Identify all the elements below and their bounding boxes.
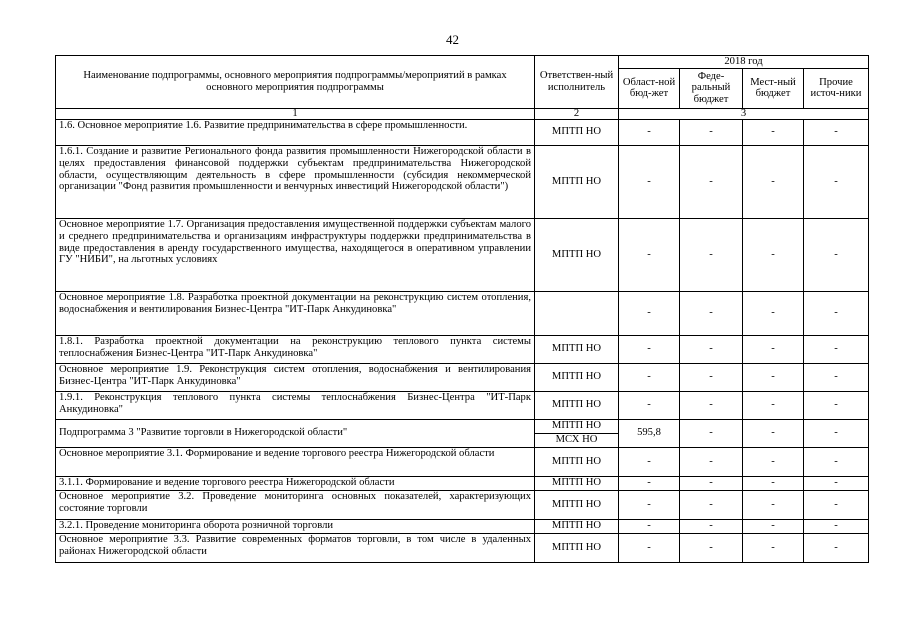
row-other: - <box>804 363 869 391</box>
table-row <box>56 533 869 562</box>
subprogram-regional: 595,8 <box>619 419 680 447</box>
row-executor: МПТП НО <box>535 519 619 533</box>
row-name: 1.9.1. Реконструкция теплового пункта системы теплоснабжения Бизнес-Центра "ИТ-Парк Анкудиновка" <box>56 391 535 419</box>
index-col-3: 3 <box>619 108 869 119</box>
row-regional: - <box>619 119 680 145</box>
table-row <box>56 335 869 363</box>
table-row <box>56 490 869 519</box>
row-federal: - <box>680 476 743 490</box>
row-other: - <box>804 145 869 218</box>
row-local: - <box>743 476 804 490</box>
header-local-budget: Мест-ный бюджет <box>743 68 804 108</box>
row-name: Основное мероприятие 1.7. Организация предоставления имущественной поддержки субъектам малого и среднего предпринимательства и организациям инфраструктуры поддержки предпринимательства в виде предоставления в аренду государственного имущества, находящегося в оперативном управлении ГУ "НИБИ", на льготных условиях <box>56 218 535 291</box>
row-name: 1.6.1. Создание и развитие Регионального фонда развития промышленности Нижегородской области в целях предоставления финансовой поддержки субъектам предпринимательства Нижегородской области, осуществляющим деятельность в сфере промышленности (субсидия некоммерческой организации "Фонд развития промышленности и венчурных инвестиций Нижегородской области") <box>56 145 535 218</box>
index-col-2: 2 <box>535 108 619 119</box>
table-row <box>56 391 869 419</box>
row-executor <box>535 291 619 335</box>
row-name: Основное мероприятие 3.1. Формирование и ведение торгового реестра Нижегородской области <box>56 447 535 476</box>
row-executor: МПТП НО <box>535 119 619 145</box>
row-federal: - <box>680 218 743 291</box>
row-local: - <box>743 519 804 533</box>
row-federal: - <box>680 335 743 363</box>
row-other: - <box>804 519 869 533</box>
table-row <box>56 519 869 533</box>
row-executor: МПТП НО <box>535 335 619 363</box>
header-federal-budget: Феде-ральный бюджет <box>680 68 743 108</box>
row-federal: - <box>680 145 743 218</box>
header-other-sources: Прочие источ-ники <box>804 68 869 108</box>
row-executor: МПТП НО <box>535 391 619 419</box>
row-other: - <box>804 291 869 335</box>
row-federal: - <box>680 533 743 562</box>
row-other: - <box>804 391 869 419</box>
row-federal: - <box>680 490 743 519</box>
row-name: Основное мероприятие 3.2. Проведение мониторинга основных показателей, характеризующих состояние торговли <box>56 490 535 519</box>
page-number: 42 <box>446 32 459 47</box>
row-other: - <box>804 218 869 291</box>
row-other: - <box>804 476 869 490</box>
row-regional: - <box>619 335 680 363</box>
table-row <box>56 447 869 476</box>
row-regional: - <box>619 363 680 391</box>
row-executor: МПТП НО <box>535 533 619 562</box>
subprogram-executor-1: МПТП НО <box>535 419 619 433</box>
row-name: 3.2.1. Проведение мониторинга оборота розничной торговли <box>56 519 535 533</box>
table-row <box>56 119 869 145</box>
row-federal: - <box>680 447 743 476</box>
index-col-1: 1 <box>56 108 535 119</box>
budget-table <box>55 55 869 563</box>
row-executor: МПТП НО <box>535 145 619 218</box>
row-regional: - <box>619 391 680 419</box>
table-row <box>56 218 869 291</box>
subprogram-other: - <box>804 419 869 447</box>
row-regional: - <box>619 519 680 533</box>
row-local: - <box>743 335 804 363</box>
row-other: - <box>804 447 869 476</box>
row-local: - <box>743 533 804 562</box>
table-row <box>56 363 869 391</box>
row-regional: - <box>619 533 680 562</box>
row-local: - <box>743 218 804 291</box>
row-regional: - <box>619 218 680 291</box>
row-local: - <box>743 447 804 476</box>
header-year-group: 2018 год <box>619 56 869 69</box>
row-regional: - <box>619 476 680 490</box>
row-name: Основное мероприятие 1.9. Реконструкция систем отопления, водоснабжения и вентилирования Бизнес-Центра "ИТ-Парк Анкудиновка" <box>56 363 535 391</box>
row-local: - <box>743 119 804 145</box>
table-row <box>56 291 869 335</box>
row-name: 3.1.1. Формирование и ведение торгового реестра Нижегородской области <box>56 476 535 490</box>
row-local: - <box>743 490 804 519</box>
row-local: - <box>743 391 804 419</box>
row-local: - <box>743 291 804 335</box>
row-regional: - <box>619 490 680 519</box>
table-row-subprogram <box>56 419 869 433</box>
row-other: - <box>804 119 869 145</box>
row-regional: - <box>619 291 680 335</box>
row-name: Основное мероприятие 1.8. Разработка проектной документации на реконструкцию систем отопления, водоснабжения и вентилирования Бизнес-Центра "ИТ-Парк Анкудиновка" <box>56 291 535 335</box>
table-row <box>56 476 869 490</box>
row-executor: МПТП НО <box>535 447 619 476</box>
header-name-col: Наименование подпрограммы, основного мероприятия подпрограммы/мероприятий в рамках основного мероприятия подпрограммы <box>56 56 535 109</box>
table-row <box>56 145 869 218</box>
row-other: - <box>804 335 869 363</box>
row-local: - <box>743 145 804 218</box>
subprogram-local: - <box>743 419 804 447</box>
row-executor: МПТП НО <box>535 363 619 391</box>
subprogram-name: Подпрограмма 3 "Развитие торговли в Нижегородской области" <box>56 419 535 447</box>
row-federal: - <box>680 391 743 419</box>
row-executor: МПТП НО <box>535 490 619 519</box>
header-regional-budget: Област-ной бюд-жет <box>619 68 680 108</box>
subprogram-executor-2: МСХ НО <box>535 433 619 447</box>
row-executor: МПТП НО <box>535 218 619 291</box>
row-other: - <box>804 490 869 519</box>
row-name: Основное мероприятие 3.3. Развитие современных форматов торговли, в том числе в удаленных районах Нижегородской области <box>56 533 535 562</box>
subprogram-federal: - <box>680 419 743 447</box>
row-federal: - <box>680 519 743 533</box>
row-federal: - <box>680 119 743 145</box>
row-name: 1.6. Основное мероприятие 1.6. Развитие предпринимательства в сфере промышленности. <box>56 119 535 145</box>
row-local: - <box>743 363 804 391</box>
row-regional: - <box>619 145 680 218</box>
row-federal: - <box>680 363 743 391</box>
row-executor: МПТП НО <box>535 476 619 490</box>
row-name: 1.8.1. Разработка проектной документации на реконструкцию теплового пункта системы теплоснабжения Бизнес-Центра "ИТ-Парк Анкудиновка" <box>56 335 535 363</box>
header-executor-col: Ответствен-ный исполнитель <box>535 56 619 109</box>
row-other: - <box>804 533 869 562</box>
row-regional: - <box>619 447 680 476</box>
row-federal: - <box>680 291 743 335</box>
